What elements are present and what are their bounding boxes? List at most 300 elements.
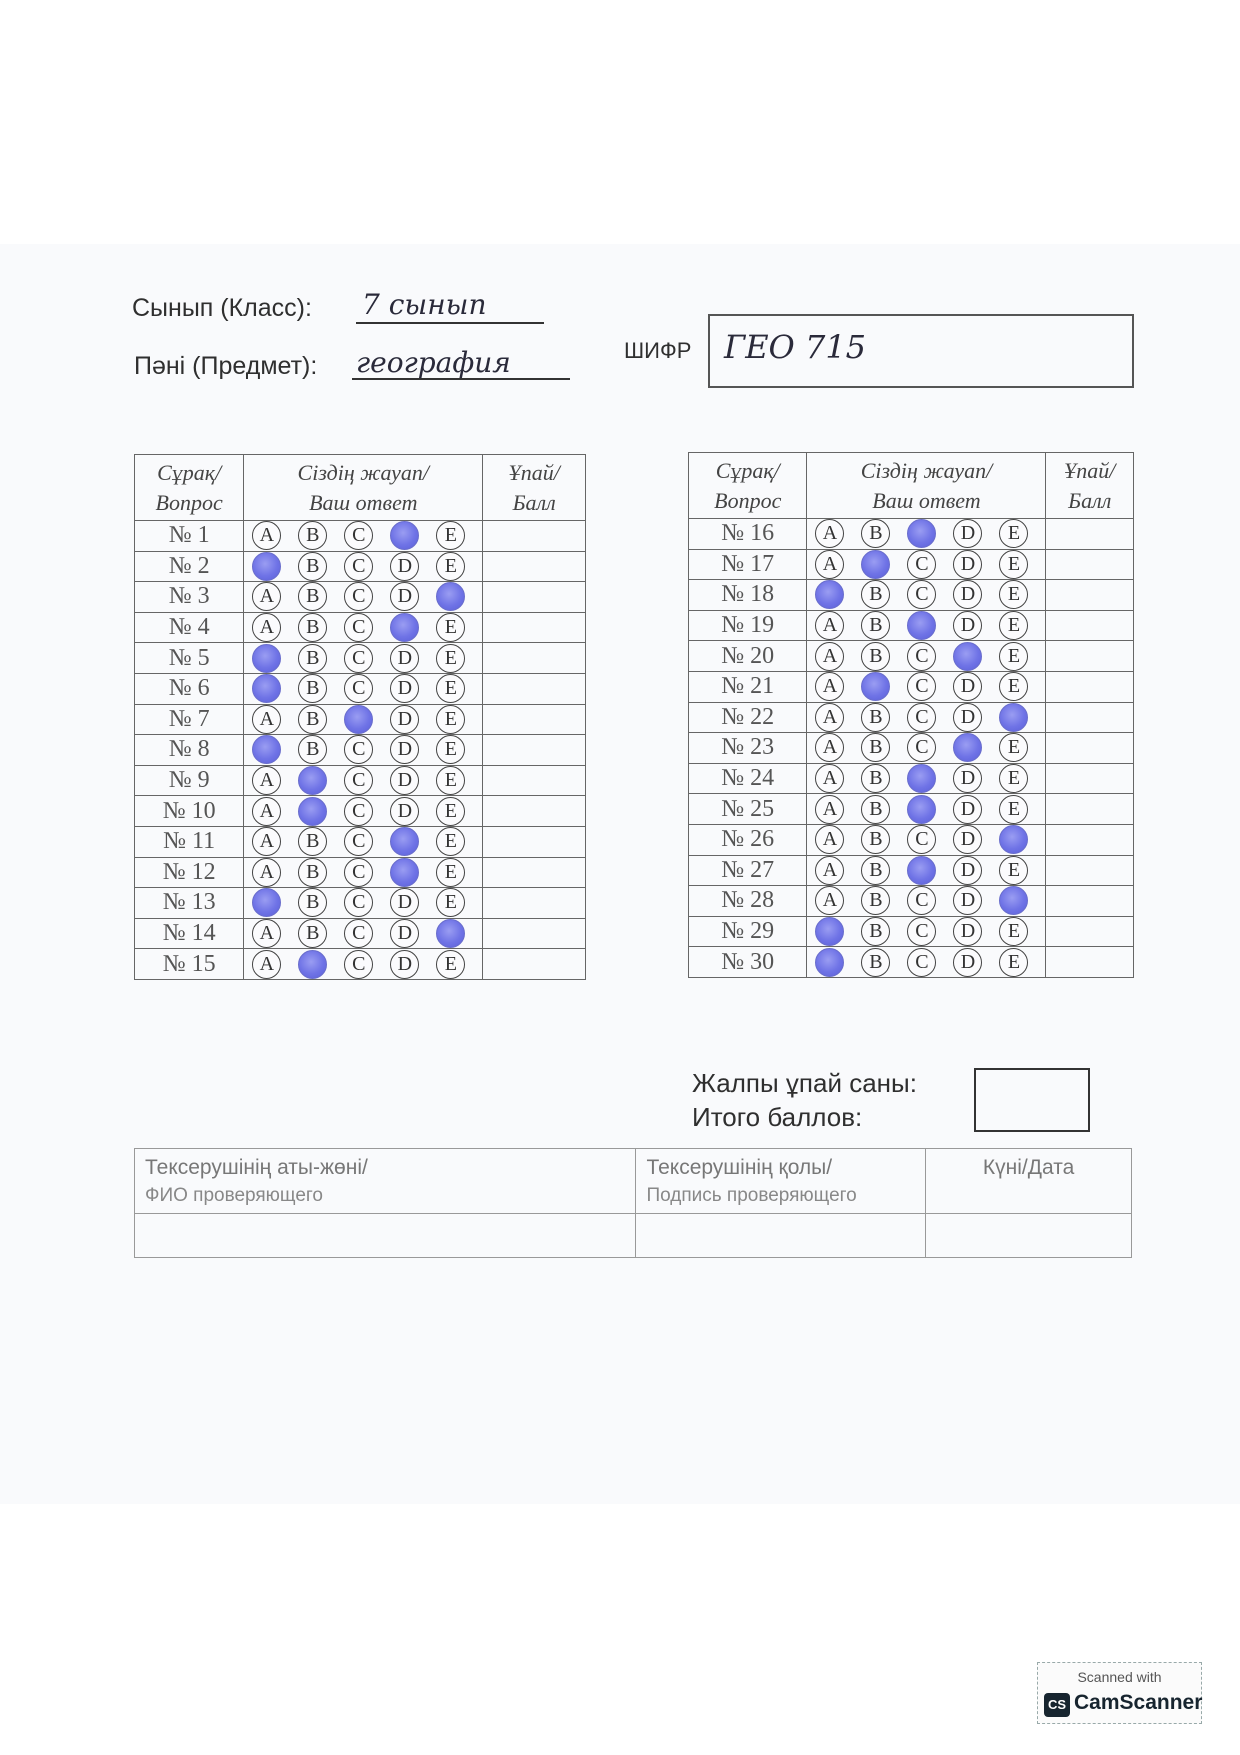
bubble-option-e[interactable]: E: [999, 642, 1028, 671]
answer-bubbles: [244, 888, 483, 919]
answer-row: [689, 733, 1134, 764]
score-cell[interactable]: [483, 551, 586, 582]
bubble-option-e[interactable]: [436, 919, 465, 948]
checker-sign-header: [636, 1149, 926, 1214]
bubble-option-a[interactable]: [252, 888, 281, 917]
bubble-option-c[interactable]: C: [344, 582, 373, 611]
answer-bubbles: [807, 794, 1046, 825]
bubble-option-a[interactable]: [252, 552, 281, 581]
bubble-option-b[interactable]: B: [861, 825, 890, 854]
bubble-option-c[interactable]: C: [344, 674, 373, 703]
question-number: № 19: [689, 610, 807, 641]
question-number: № 16: [689, 519, 807, 550]
bubble-option-c[interactable]: C: [344, 766, 373, 795]
bubble-option-b[interactable]: B: [861, 886, 890, 915]
camscanner-logo-icon: CS: [1044, 1693, 1070, 1717]
total-label-kz: Жалпы ұпай саны:: [692, 1068, 917, 1098]
bubble-option-b[interactable]: B: [861, 764, 890, 793]
bubble-option-b[interactable]: B: [298, 827, 327, 856]
bubble-option-b[interactable]: B: [861, 703, 890, 732]
bubble-option-c[interactable]: [907, 764, 936, 793]
bubble-option-e[interactable]: E: [436, 521, 465, 550]
header-question: [135, 455, 244, 521]
bubble-option-e[interactable]: E: [999, 550, 1028, 579]
subject-value: география: [356, 346, 511, 379]
bubble-option-a[interactable]: A: [252, 766, 281, 795]
bubble-option-e[interactable]: [999, 825, 1028, 854]
question-number: № 13: [135, 888, 244, 919]
bubble-option-a[interactable]: A: [815, 886, 844, 915]
score-cell[interactable]: [1046, 824, 1134, 855]
checker-date-label: Күні/Дата: [982, 1156, 1075, 1179]
header-score-ru: Балл: [1068, 487, 1112, 513]
bubble-option-a[interactable]: [252, 674, 281, 703]
answer-row: [135, 643, 586, 674]
bubble-option-d[interactable]: [390, 521, 419, 550]
bubble-option-e[interactable]: E: [999, 764, 1028, 793]
score-cell[interactable]: [1046, 702, 1134, 733]
bubble-option-c[interactable]: C: [907, 733, 936, 762]
answer-row: [689, 886, 1134, 917]
answer-row: [135, 673, 586, 704]
bubble-option-d[interactable]: D: [953, 795, 982, 824]
score-cell[interactable]: [483, 582, 586, 613]
header-score-kz: Ұпай/: [1064, 457, 1116, 483]
bubble-option-d[interactable]: D: [390, 705, 419, 734]
answer-bubbles: [244, 521, 483, 552]
bubble-option-d[interactable]: [390, 858, 419, 887]
class-value: 7 сынып: [362, 288, 487, 321]
bubble-option-b[interactable]: B: [861, 917, 890, 946]
bubble-option-a[interactable]: A: [252, 613, 281, 642]
bubble-option-c[interactable]: C: [344, 644, 373, 673]
score-cell[interactable]: [483, 735, 586, 766]
bubble-option-b[interactable]: B: [861, 519, 890, 548]
checker-sign-cell[interactable]: [636, 1214, 926, 1258]
bubble-option-a[interactable]: [815, 580, 844, 609]
bubble-option-a[interactable]: A: [252, 797, 281, 826]
bubble-option-d[interactable]: [390, 827, 419, 856]
answer-row: [135, 888, 586, 919]
answer-bubbles: [807, 549, 1046, 580]
bubble-option-e[interactable]: E: [436, 950, 465, 979]
bubble-option-d[interactable]: D: [953, 672, 982, 701]
answer-row: [135, 704, 586, 735]
score-cell[interactable]: [483, 612, 586, 643]
bubble-option-c[interactable]: C: [907, 825, 936, 854]
bubble-option-b[interactable]: B: [861, 642, 890, 671]
bubble-option-a[interactable]: [252, 644, 281, 673]
score-cell[interactable]: [483, 765, 586, 796]
question-number: № 27: [689, 855, 807, 886]
total-label-ru: Итого баллов:: [692, 1102, 863, 1132]
bubble-option-e[interactable]: E: [436, 858, 465, 887]
score-cell[interactable]: [1046, 886, 1134, 917]
score-cell[interactable]: [483, 857, 586, 888]
header-answer-kz: Сіздің жауап/: [297, 459, 430, 485]
bubble-option-a[interactable]: A: [252, 919, 281, 948]
question-number: № 30: [689, 947, 807, 978]
subject-underline: [352, 378, 570, 380]
question-number: № 15: [135, 949, 244, 980]
bubble-option-d[interactable]: D: [390, 766, 419, 795]
bubble-option-d[interactable]: D: [953, 519, 982, 548]
answer-bubbles: [244, 949, 483, 980]
bubble-option-a[interactable]: A: [252, 858, 281, 887]
bubble-option-e[interactable]: E: [436, 735, 465, 764]
bubble-option-c[interactable]: C: [344, 919, 373, 948]
score-cell[interactable]: [1046, 733, 1134, 764]
bubble-option-e[interactable]: E: [436, 552, 465, 581]
score-cell[interactable]: [1046, 641, 1134, 672]
answer-row: [689, 671, 1134, 702]
score-cell[interactable]: [1046, 855, 1134, 886]
bubble-option-d[interactable]: D: [953, 856, 982, 885]
bubble-option-a[interactable]: A: [815, 764, 844, 793]
bubble-option-d[interactable]: D: [953, 825, 982, 854]
bubble-option-a[interactable]: [815, 948, 844, 977]
question-number: № 24: [689, 763, 807, 794]
cipher-box: [708, 314, 1134, 388]
bubble-option-e[interactable]: E: [436, 797, 465, 826]
answer-row: [135, 796, 586, 827]
bubble-option-a[interactable]: A: [815, 519, 844, 548]
bubble-option-c[interactable]: C: [344, 735, 373, 764]
question-number: № 4: [135, 612, 244, 643]
answer-row: [135, 735, 586, 766]
header-score-ru: Балл: [512, 489, 556, 515]
answer-row: [135, 582, 586, 613]
bubble-option-a[interactable]: A: [252, 827, 281, 856]
answer-row: [135, 521, 586, 552]
bubble-option-c[interactable]: C: [344, 888, 373, 917]
bubble-option-e[interactable]: E: [999, 917, 1028, 946]
header-score-kz: Ұпай/: [508, 459, 560, 485]
bubble-option-b[interactable]: [298, 766, 327, 795]
bubble-option-b[interactable]: B: [298, 582, 327, 611]
answer-bubbles: [244, 918, 483, 949]
answer-row: [135, 765, 586, 796]
bubble-option-b[interactable]: [861, 550, 890, 579]
answer-bubbles: [244, 643, 483, 674]
bubble-option-a[interactable]: A: [815, 825, 844, 854]
answer-bubbles: [807, 519, 1046, 550]
bubble-option-b[interactable]: [298, 950, 327, 979]
bubble-option-b[interactable]: B: [298, 674, 327, 703]
answer-bubbles: [244, 765, 483, 796]
question-number: № 23: [689, 733, 807, 764]
score-cell[interactable]: [1046, 580, 1134, 611]
class-label: Сынып (Класс):: [132, 294, 312, 322]
answer-row: [689, 794, 1134, 825]
bubble-option-d[interactable]: D: [953, 580, 982, 609]
answer-row: [689, 519, 1134, 550]
bubble-option-a[interactable]: [252, 735, 281, 764]
bubble-option-c[interactable]: C: [907, 672, 936, 701]
answer-bubbles: [244, 857, 483, 888]
bubble-option-c[interactable]: C: [344, 613, 373, 642]
header-answer: [244, 455, 483, 521]
question-number: № 18: [689, 580, 807, 611]
bubble-option-c[interactable]: C: [344, 521, 373, 550]
bubble-option-b[interactable]: B: [861, 795, 890, 824]
question-number: № 5: [135, 643, 244, 674]
bubble-option-a[interactable]: A: [815, 550, 844, 579]
bubble-option-d[interactable]: D: [390, 644, 419, 673]
bubble-option-e[interactable]: E: [436, 705, 465, 734]
bubble-option-a[interactable]: A: [815, 642, 844, 671]
answer-bubbles: [807, 916, 1046, 947]
bubble-option-e[interactable]: E: [999, 580, 1028, 609]
checker-name-ru: ФИО проверяющего: [145, 1185, 323, 1206]
bubble-option-d[interactable]: D: [390, 919, 419, 948]
score-cell[interactable]: [1046, 916, 1134, 947]
bubble-option-e[interactable]: E: [999, 733, 1028, 762]
bubble-option-c[interactable]: [344, 705, 373, 734]
header-score: [1046, 453, 1134, 519]
bubble-option-d[interactable]: D: [390, 888, 419, 917]
bubble-option-a[interactable]: A: [815, 795, 844, 824]
bubble-option-d[interactable]: D: [953, 917, 982, 946]
score-cell[interactable]: [1046, 549, 1134, 580]
bubble-option-b[interactable]: B: [298, 644, 327, 673]
bubble-option-e[interactable]: E: [999, 795, 1028, 824]
bubble-option-d[interactable]: [953, 733, 982, 762]
bubble-option-c[interactable]: C: [344, 552, 373, 581]
answer-row: [689, 824, 1134, 855]
checker-name-kz: Тексерушінің аты-жөні/: [145, 1156, 368, 1179]
score-cell[interactable]: [1046, 947, 1134, 978]
question-number: № 10: [135, 796, 244, 827]
bubble-option-c[interactable]: C: [907, 550, 936, 579]
answer-bubbles: [807, 763, 1046, 794]
bubble-option-b[interactable]: B: [861, 733, 890, 762]
cipher-label: ШИФР: [624, 338, 692, 363]
bubble-option-b[interactable]: B: [861, 856, 890, 885]
score-cell[interactable]: [483, 796, 586, 827]
answer-bubbles: [807, 886, 1046, 917]
bubble-option-d[interactable]: D: [953, 948, 982, 977]
bubble-option-e[interactable]: E: [999, 672, 1028, 701]
total-score-box[interactable]: [974, 1068, 1090, 1132]
bubble-option-a[interactable]: A: [252, 521, 281, 550]
header-answer-ru: Ваш ответ: [309, 489, 418, 515]
score-cell[interactable]: [1046, 610, 1134, 641]
answer-row: [689, 641, 1134, 672]
header-answer-ru: Ваш ответ: [872, 487, 981, 513]
question-number: № 9: [135, 765, 244, 796]
score-cell[interactable]: [1046, 671, 1134, 702]
score-cell[interactable]: [483, 521, 586, 552]
answer-bubbles: [807, 702, 1046, 733]
score-cell[interactable]: [483, 949, 586, 980]
bubble-option-c[interactable]: C: [344, 950, 373, 979]
bubble-option-e[interactable]: [999, 703, 1028, 732]
header-question-ru: Вопрос: [155, 489, 223, 515]
bubble-option-d[interactable]: D: [390, 950, 419, 979]
answer-bubbles: [807, 610, 1046, 641]
bubble-option-c[interactable]: C: [907, 642, 936, 671]
bubble-option-c[interactable]: [907, 519, 936, 548]
bubble-option-c[interactable]: C: [907, 703, 936, 732]
bubble-option-b[interactable]: B: [298, 613, 327, 642]
checker-date-cell[interactable]: [926, 1214, 1132, 1258]
bubble-option-d[interactable]: D: [953, 550, 982, 579]
checker-table: [134, 1148, 1132, 1258]
answer-row: [135, 551, 586, 582]
bubble-option-a[interactable]: A: [252, 950, 281, 979]
answer-bubbles: [244, 704, 483, 735]
bubble-option-a[interactable]: A: [815, 703, 844, 732]
bubble-option-e[interactable]: E: [436, 674, 465, 703]
bubble-option-e[interactable]: E: [999, 948, 1028, 977]
bubble-option-b[interactable]: B: [298, 521, 327, 550]
bubble-option-d[interactable]: D: [390, 552, 419, 581]
question-number: № 22: [689, 702, 807, 733]
bubble-option-d[interactable]: [390, 613, 419, 642]
bubble-option-c[interactable]: C: [907, 948, 936, 977]
score-cell[interactable]: [483, 704, 586, 735]
bubble-option-e[interactable]: E: [999, 856, 1028, 885]
answer-row: [689, 855, 1134, 886]
bubble-option-c[interactable]: C: [907, 886, 936, 915]
bubble-option-e[interactable]: E: [436, 644, 465, 673]
question-number: № 29: [689, 916, 807, 947]
bubble-option-e[interactable]: E: [436, 827, 465, 856]
question-number: № 11: [135, 826, 244, 857]
bubble-option-e[interactable]: [436, 582, 465, 611]
watermark-top-text: Scanned with: [1077, 1669, 1162, 1685]
answer-bubbles: [807, 824, 1046, 855]
question-number: № 25: [689, 794, 807, 825]
header-question-ru: Вопрос: [714, 487, 782, 513]
question-number: № 12: [135, 857, 244, 888]
bubble-option-b[interactable]: B: [298, 919, 327, 948]
bubble-option-b[interactable]: B: [298, 735, 327, 764]
answer-row: [135, 612, 586, 643]
bubble-option-e[interactable]: E: [436, 766, 465, 795]
question-number: № 20: [689, 641, 807, 672]
bubble-option-d[interactable]: D: [953, 703, 982, 732]
bubble-option-d[interactable]: D: [390, 674, 419, 703]
bubble-option-b[interactable]: B: [861, 580, 890, 609]
score-cell[interactable]: [483, 673, 586, 704]
bubble-option-a[interactable]: [815, 917, 844, 946]
bubble-option-d[interactable]: D: [953, 764, 982, 793]
answer-bubbles: [244, 673, 483, 704]
answer-bubbles: [807, 733, 1046, 764]
bubble-option-a[interactable]: A: [252, 705, 281, 734]
score-cell[interactable]: [1046, 763, 1134, 794]
bubble-option-e[interactable]: E: [436, 888, 465, 917]
question-number: № 26: [689, 824, 807, 855]
bubble-option-c[interactable]: C: [907, 917, 936, 946]
subject-label: Пәні (Предмет):: [134, 352, 318, 380]
score-cell[interactable]: [483, 643, 586, 674]
bubble-option-b[interactable]: [298, 797, 327, 826]
answer-row: [135, 949, 586, 980]
bubble-option-c[interactable]: C: [344, 797, 373, 826]
score-cell[interactable]: [483, 918, 586, 949]
answer-bubbles: [244, 735, 483, 766]
question-number: № 8: [135, 735, 244, 766]
answer-row: [689, 549, 1134, 580]
answer-bubbles: [807, 641, 1046, 672]
answer-bubbles: [244, 551, 483, 582]
answer-row: [689, 610, 1134, 641]
answer-bubbles: [807, 580, 1046, 611]
bubble-option-d[interactable]: D: [390, 735, 419, 764]
bubble-option-e[interactable]: E: [999, 611, 1028, 640]
answer-bubbles: [244, 612, 483, 643]
bubble-option-c[interactable]: C: [344, 827, 373, 856]
bubble-option-b[interactable]: B: [298, 705, 327, 734]
answer-table-left: [134, 454, 586, 980]
bubble-option-e[interactable]: E: [436, 613, 465, 642]
camscanner-watermark: [1037, 1662, 1202, 1724]
answer-row: [135, 826, 586, 857]
header-question-kz: Сұрақ/: [157, 459, 222, 485]
bubble-option-b[interactable]: B: [861, 611, 890, 640]
question-number: № 6: [135, 673, 244, 704]
checker-sign-kz: Тексерушінің қолы/: [646, 1156, 833, 1179]
bubble-option-a[interactable]: A: [252, 582, 281, 611]
bubble-option-c[interactable]: [907, 795, 936, 824]
score-cell[interactable]: [483, 888, 586, 919]
answer-row: [689, 580, 1134, 611]
bubble-option-a[interactable]: A: [815, 856, 844, 885]
bubble-option-d[interactable]: [953, 642, 982, 671]
bubble-option-a[interactable]: A: [815, 733, 844, 762]
answer-row: [135, 857, 586, 888]
bubble-option-e[interactable]: E: [999, 519, 1028, 548]
bubble-option-b[interactable]: B: [298, 858, 327, 887]
bubble-option-a[interactable]: A: [815, 611, 844, 640]
answer-table-right: [688, 452, 1134, 978]
score-cell[interactable]: [1046, 519, 1134, 550]
checker-name-cell[interactable]: [135, 1214, 636, 1258]
answer-row: [689, 947, 1134, 978]
header-score: [483, 455, 586, 521]
answer-bubbles: [244, 826, 483, 857]
score-cell[interactable]: [1046, 794, 1134, 825]
answer-row: [689, 916, 1134, 947]
bubble-option-a[interactable]: A: [815, 672, 844, 701]
bubble-option-c[interactable]: [907, 611, 936, 640]
question-number: № 28: [689, 886, 807, 917]
bubble-option-b[interactable]: B: [298, 888, 327, 917]
checker-sign-ru: Подпись проверяющего: [646, 1185, 857, 1206]
bubble-option-d[interactable]: D: [390, 797, 419, 826]
bubble-option-d[interactable]: D: [953, 886, 982, 915]
bubble-option-d[interactable]: D: [390, 582, 419, 611]
bubble-option-e[interactable]: [999, 886, 1028, 915]
bubble-option-c[interactable]: [907, 856, 936, 885]
question-number: № 3: [135, 582, 244, 613]
bubble-option-c[interactable]: C: [344, 858, 373, 887]
header-answer-kz: Сіздің жауап/: [860, 457, 993, 483]
score-cell[interactable]: [483, 826, 586, 857]
question-number: № 21: [689, 671, 807, 702]
bubble-option-b[interactable]: B: [861, 948, 890, 977]
bubble-option-b[interactable]: [861, 672, 890, 701]
bubble-option-d[interactable]: D: [953, 611, 982, 640]
bubble-option-c[interactable]: C: [907, 580, 936, 609]
header-question-kz: Сұрақ/: [715, 457, 780, 483]
bubble-option-b[interactable]: B: [298, 552, 327, 581]
cipher-value: ГЕО 715: [724, 328, 867, 366]
answer-bubbles: [807, 855, 1046, 886]
